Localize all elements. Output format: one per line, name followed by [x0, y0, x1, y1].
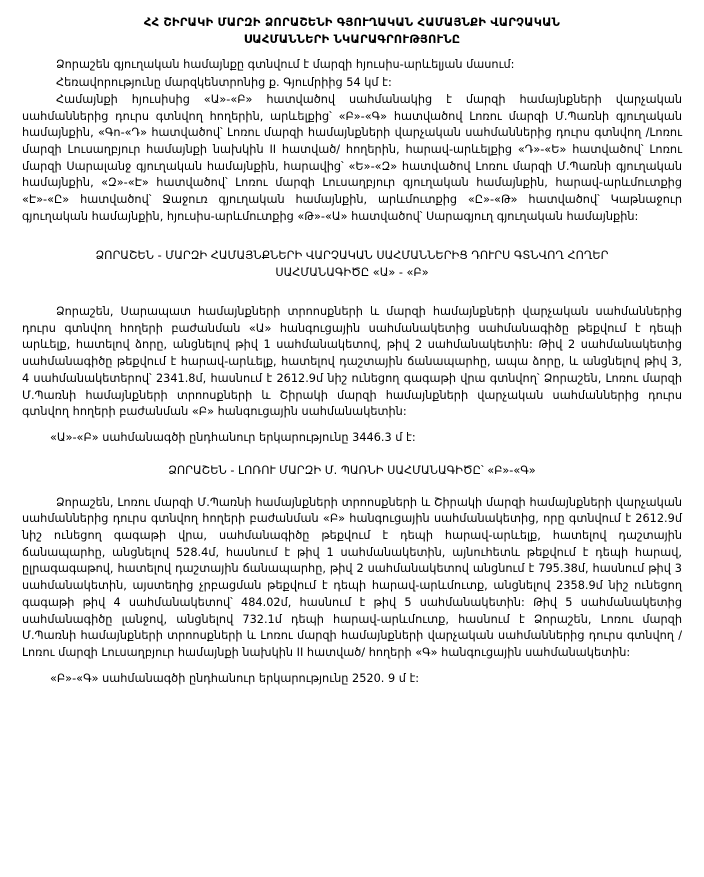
spacer [22, 448, 682, 463]
intro-paragraph-1: Ձորաշեն գյուղական համայնքը գտնվում է մարզի հյուսիս-արևելյան մասում: [56, 58, 515, 72]
section-2-length: «Բ»-«Գ» սահմանագծի ընդհանուր երկարությունը 2520. 9 մ է: [50, 672, 420, 686]
intro-paragraph-2: Հեռավորությունը մարզկենտրոնից ք. Գյումրիից 54 կմ է: [56, 75, 392, 89]
intro-paragraph-3: Համայնքի հյուսիսից «Ա»-«Բ» հատվածով սահմանակից է մարզի համայնքների վարչական սահմաններից դուրս գտնվող հողերին, արևելքից՝ «Բ»-«Գ» հատվածով Լոռու մարզի Մ.Պառնի գյուղական համայնքին, «Գո-«Դ» հատվածով՝ Լոռու մարզի համայնքների վարչական սահմաններից դուրս գտնվող /Լոռու մարզի Լուսաղբյուր համայնքի նախկին II հատված/ հողերին, հարավ-արևելքից «Դ»-«Ե» հատվածով՝ Լոռու մարզի Սարալանջ գյուղական համայնքին, հարավից՝ «Ե»-«Զ» հատվածով Լոռու մարզի Մ.Պառնի գյուղական համայնքին, «Զ»-«Է» հատվածով՝ Լոռու մարզի Լուսաղբյուր գյուղական համայնքին, հարավ-արևմուտքից «Է»-«Ը» հատվածով՝ Ջաջուռ գյուղական համայնքին, արևմուտքից «Ը»-«Թ» հատվածով՝ Կաթնաջուր գյուղական համայնքին, հյուսիս-արևմուտքից «Թ»-«Ա» հատվածով՝ Սարագյուղ գյուղական համայնքին: [22, 92, 682, 223]
section-1-body: Ձորաշեն, Սարապատ համայնքների տրոոսքների և մարզի համայնքների վարչական սահմաններից դուրս գտնվող հողերի բաժանման «Ա» հանգուցային սահմանակետից սահմանագիծը թեքվում է դեպի արևելք, հատելով ձորը, անցնելով թիվ 1 սահմանակետով, թիվ 2 սահմանակետին: Թիվ 2 սահմանակետից սահմանագիծը թեքվում է հարավ-արևելք, հատելով դաշտային ճանապարհը, ապա ձորը, և անցնելով թիվ 3, 4 սահմանակետերով՝ 2341.8մ, հասնում է 2612.9մ նիշ ունեցող գագաթի վրա գտնվող՝ Ձորաշեն, Լոռու մարզի Մ.Պառնի համայնքների տրոոսքների և Շիրակի մարզի համայնքների վարչական սահմաններից դուրս գտնվող հողերի բաժանման «Բ» հանգուցային սահմանակետին: [22, 304, 682, 419]
spacer [22, 282, 682, 304]
document-title [30, 14, 674, 47]
section-1-heading-line-1: ՁՈՐԱՇԵՆ - ՄԱՐԶԻ ՀԱՄԱՅՆՔՆԵՐԻ ՎԱՐՉԱԿԱՆ ՍԱՀՄԱՆՆԵՐԻՑ ԴՈՒՐՍ ԳՏՆՎՈՂ ՀՈՂԵՐ [95, 249, 609, 263]
spacer [22, 480, 682, 495]
document-title-line-2: ՍԱՀՄԱՆՆԵՐԻ ՆԿԱՐԱԳՐՈՒԹՅՈՒՆԸ [243, 31, 461, 46]
section-2-heading: ՁՈՐԱՇԵՆ - ԼՈՌՈՒ ՄԱՐԶԻ Մ. ՊԱՌՆԻ ՍԱՀՄԱՆԱԳԻԾԸ՝ «Բ»-«Գ» [168, 463, 536, 477]
section-1-heading-line-2: ՍԱՀՄԱՆԱԳԻԾԸ «Ա» - «Բ» [275, 265, 429, 279]
document-title-line-1: ՀՀ ՇԻՐԱԿԻ ՄԱՐԶԻ ՁՈՐԱՇԵՆԻ ԳՅՈՒՂԱԿԱՆ ՀԱՄԱՅՆՔԻ ՎԱՐՉԱԿԱՆ [143, 15, 561, 29]
section-1-heading [34, 248, 670, 282]
section-1-length: «Ա»-«Բ» սահմանագծի ընդհանուր երկարությունը 3446.3 մ է: [50, 431, 416, 445]
spacer [22, 662, 682, 671]
spacer [22, 226, 682, 248]
spacer [22, 421, 682, 430]
section-2-body: Ձորաշեն, Լոռու մարզի Մ.Պառնի համայնքների տրոոսքների և Շիրակի մարզի համայնքների վարչական սահմաններից դուրս գտնվող հողերի բաժանման «Բ» հանգուցային սահմանակետից, որը գտնվում է 2612.9մ նիշ ունեցող գագաթի վրա, սահմանագիծը թեքվում է դեպի հարավ-արևելք, հատելով դաշտային ճանապարհը, անցնելով 528.4մ, հասնում է թիվ 1 սահմանակետին, այնուհետև թեքվում է դեպի հարավ, ըլրագագաթով, հատելով դաշտային ճանապարհը, թիվ 2 սահմանակետով անցնում է 795.38մ, հասնում թիվ 3 սահմանակետին, այստեղից չրբացման թեքվում է դեպի հարավ-արևմուտք, անցնելով 2358.9մ նիշ ունեցող գագաթի թիվ 4 սահմանակետով՝ 484.02մ, հասնում է թիվ 5 սահմանակետին: Թիվ 5 սահմանակետից սահմանագիծը լանջով, անցնելով 732.1մ դեպի հարավ-արևմուտք, հասնում է Ձորաշեն, Լոռու մարզի Մ.Պառնի համայնքների տրոոսքների և Լոռու մարզի համայնքների վարչական սահմաններից դուրս գտնվող /Լոռու մարզի Լուսաղբյուր համայնքի նախկին II հատված/ հողերի «Գ» հանգուցային սահմանակետին: [22, 495, 682, 660]
